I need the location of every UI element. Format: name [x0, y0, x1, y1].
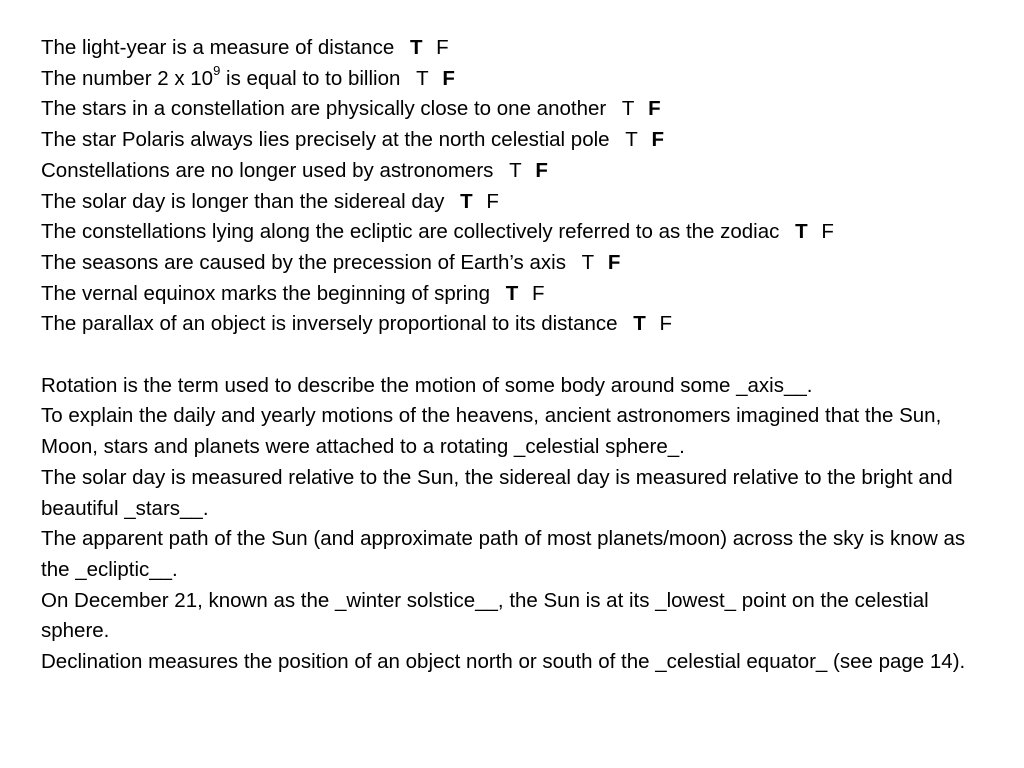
tf-choices — [622, 97, 669, 120]
tf-statement: The seasons are caused by the precession of Earth’s axis — [41, 250, 566, 274]
tf-statement: The solar day is longer than the sidereal day — [41, 189, 445, 213]
exponent: 9 — [213, 62, 221, 78]
choice-false: F — [659, 312, 673, 336]
true-false-list — [41, 33, 1001, 340]
choice-false: F — [486, 189, 499, 213]
tf-item-5 — [41, 156, 1001, 187]
choice-false: F — [531, 281, 545, 305]
choice-true: T — [509, 158, 522, 182]
tf-item-3 — [41, 94, 1001, 125]
choice-false: F — [821, 220, 834, 244]
fill-item-3: The solar day is measured relative to the Sun, the sidereal day is measured relative to the bright and beautiful _stars__. — [41, 465, 953, 520]
tf-item-1 — [41, 33, 1001, 64]
tf-item-6 — [41, 187, 1001, 218]
choice-true-selected: T — [633, 312, 646, 336]
tf-item-7 — [41, 217, 1001, 248]
choice-false-selected: F — [607, 250, 621, 274]
tf-choices — [625, 128, 672, 151]
choice-true: T — [621, 97, 635, 121]
tf-statement: The constellations lying along the ecliptic are collectively referred to as the zodiac — [41, 220, 780, 244]
fill-in-list — [41, 371, 1001, 678]
tf-choices — [582, 251, 629, 274]
fill-item-1: Rotation is the term used to describe the motion of some body around some _axis__. — [41, 373, 813, 397]
tf-choices — [410, 36, 457, 59]
choice-true-selected: T — [460, 189, 473, 213]
tf-statement: The light-year is a measure of distance — [41, 36, 395, 59]
choice-false-selected: F — [442, 66, 455, 90]
tf-statement: The star Polaris always lies precisely at the north celestial pole — [41, 128, 610, 152]
fill-item-4: The apparent path of the Sun (and approximate path of most planets/moon) across the sky is know as the _ecliptic__. — [41, 527, 966, 581]
tf-statement: Constellations are no longer used by astronomers — [41, 158, 494, 182]
fill-item-2: To explain the daily and yearly motions of the heavens, ancient astronomers imagined that the Sun, Moon, stars and planets were attached to a rotating _celestial sphere_. — [41, 404, 942, 459]
tf-item-8 — [41, 248, 1001, 279]
choice-true: T — [625, 128, 638, 152]
choice-false-selected: F — [648, 97, 661, 121]
fill-item-6: Declination measures the position of an object north or south of the _celestial equator_ (see page 14). — [41, 650, 966, 674]
tf-item-10 — [41, 309, 1001, 340]
tf-statement-part: is equal to to billion — [220, 66, 401, 90]
tf-statement: The vernal equinox marks the beginning of spring — [41, 281, 490, 305]
fill-item-5: On December 21, known as the _winter solstice__, the Sun is at its _lowest_ point on the celestial sphere. — [41, 588, 929, 643]
choice-true: T — [416, 66, 429, 90]
tf-choices — [795, 220, 842, 243]
tf-item-2 — [41, 64, 1001, 95]
choice-true: T — [581, 250, 595, 274]
slide-content — [41, 33, 1001, 678]
tf-choices — [509, 159, 556, 182]
tf-choices — [460, 190, 507, 213]
choice-false: F — [436, 36, 449, 59]
tf-item-4 — [41, 125, 1001, 156]
tf-statement: The stars in a constellation are physically close to one another — [41, 97, 607, 121]
tf-statement-part: The number 2 x 10 — [41, 66, 214, 90]
tf-item-9 — [41, 279, 1001, 310]
choice-true-selected: T — [505, 281, 519, 305]
choice-true-selected: T — [795, 220, 808, 244]
choice-false-selected: F — [651, 128, 665, 152]
section-gap — [41, 340, 1001, 371]
choice-true-selected: T — [409, 36, 423, 59]
tf-choices — [633, 312, 680, 335]
choice-false-selected: F — [535, 158, 548, 182]
tf-choices — [506, 282, 553, 305]
tf-choices — [416, 67, 463, 90]
tf-statement: The parallax of an object is inversely proportional to its distance — [41, 312, 618, 336]
